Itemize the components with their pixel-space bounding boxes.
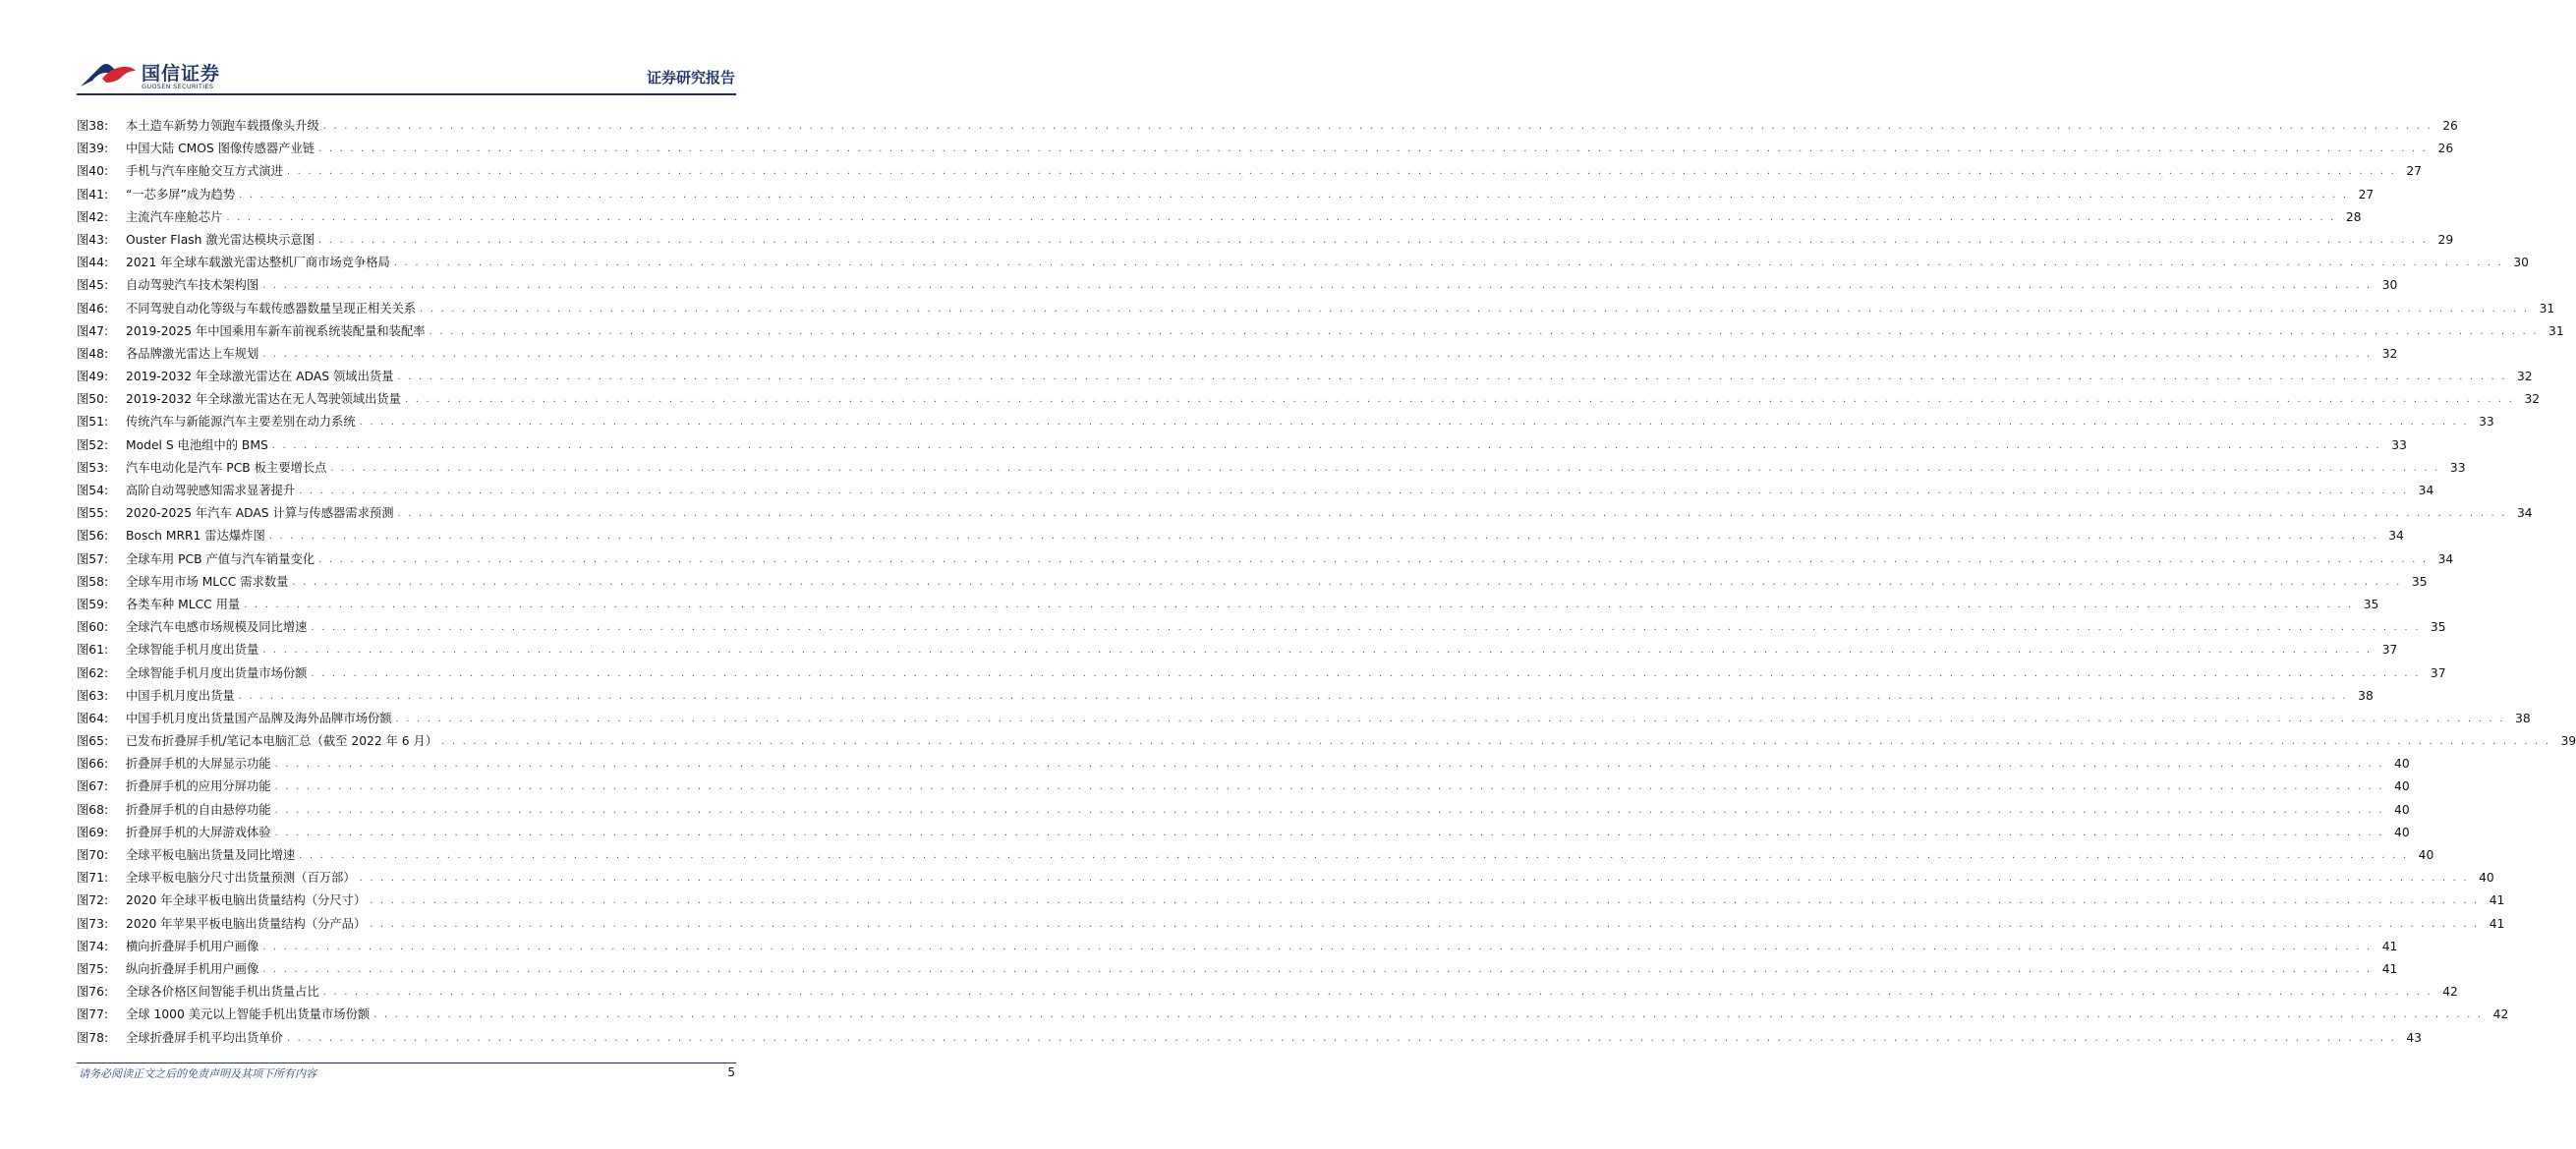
dot-leader: . . . . . . . . . . . . . . . . . . . . . . . . . . . . . . . . . . . . . . . . . . . . . . . . . . . . . . . . . . . . . . . . . . . . . . . . . . . . . . . . . . . . . . . . . . . . . . . . . . . . . . . . . . . . . . . . . . . . . . . . . . . . . . . . . . . . . . . . . . . . . . . . . . . . . . . . . . . . . . . . . . . . . . . . . . . . . . . . . . . . . . . . . . . . . . . . . . . . . . . .	[262, 645, 2373, 657]
toc-row[interactable]	[77, 274, 2398, 297]
dot-leader: . . . . . . . . . . . . . . . . . . . . . . . . . . . . . . . . . . . . . . . . . . . . . . . . . . . . . . . . . . . . . . . . . . . . . . . . . . . . . . . . . . . . . . . . . . . . . . . . . . . . . . . . . . . . . . . . . . . . . . . . . . . . . . . . . . . . . . . . . . . . . . . . . . . . . . . . . . . . . . . . . . . . . . . . . . . . . . . . . . . . . . . . . . . . . . . . . . . . . . . .	[311, 622, 2421, 634]
toc-row[interactable]	[77, 480, 2434, 502]
figure-number: 图56:	[77, 529, 109, 544]
dot-leader: . . . . . . . . . . . . . . . . . . . . . . . . . . . . . . . . . . . . . . . . . . . . . . . . . . . . . . . . . . . . . . . . . . . . . . . . . . . . . . . . . . . . . . . . . . . . . . . . . . . . . . . . . . . . . . . . . . . . . . . . . . . . . . . . . . . . . . . . . . . . . . . . . . . . . . . . . . . . . . . . . . . . . . . . . . . . . . . . . . . . . . . . . . . . . . . . . . . . . . . .	[318, 234, 2429, 246]
figure-number: 图70:	[77, 848, 109, 862]
toc-row[interactable]	[77, 981, 2458, 1004]
figure-page-number: 35	[2411, 574, 2428, 589]
figure-number: 图49:	[77, 370, 109, 384]
guosen-logo-mark-icon	[79, 57, 138, 92]
figure-title: 横向折叠屏手机用户画像	[126, 936, 262, 958]
dot-leader: . . . . . . . . . . . . . . . . . . . . . . . . . . . . . . . . . . . . . . . . . . . . . . . . . . . . . . . . . . . . . . . . . . . . . . . . . . . . . . . . . . . . . . . . . . . . . . . . . . . . . . . . . . . . . . . . . . . . . . . . . . . . . . . . . . . . . . . . . . . . . . . . . . . . . . . . . . . . . . . . . . . . . . . . . . . . . . . . . . . . . . . . . . . . . . . . . . . . . . . .	[318, 553, 2429, 565]
figure-page-number: 33	[2391, 437, 2407, 452]
dot-leader: . . . . . . . . . . . . . . . . . . . . . . . . . . . . . . . . . . . . . . . . . . . . . . . . . . . . . . . . . . . . . . . . . . . . . . . . . . . . . . . . . . . . . . . . . . . . . . . . . . . . . . . . . . . . . . . . . . . . . . . . . . . . . . . . . . . . . . . . . . . . . . . . . . . . . . . . . . . . . . . . . . . . . . . . . . . . . . . . . . . . . . . . . . . . . . . . . . . . . . . .	[359, 417, 2469, 429]
figure-number: 图68:	[77, 802, 109, 817]
figure-page-number: 33	[2479, 415, 2494, 430]
figure-number: 图52:	[77, 437, 109, 452]
toc-row[interactable]	[77, 616, 2446, 639]
figure-page-number: 34	[2516, 506, 2533, 521]
figure-page-number: 41	[2489, 916, 2505, 931]
dot-leader: . . . . . . . . . . . . . . . . . . . . . . . . . . . . . . . . . . . . . . . . . . . . . . . . . . . . . . . . . . . . . . . . . . . . . . . . . . . . . . . . . . . . . . . . . . . . . . . . . . . . . . . . . . . . . . . . . . . . . . . . . . . . . . . . . . . . . . . . . . . . . . . . . . . . . . . . . . . . . . . . . . . . . . . . . . . . . . . . . . . . . . . . . . . . . . . . . . . . . . . .	[292, 576, 2402, 588]
dot-leader: . . . . . . . . . . . . . . . . . . . . . . . . . . . . . . . . . . . . . . . . . . . . . . . . . . . . . . . . . . . . . . . . . . . . . . . . . . . . . . . . . . . . . . . . . . . . . . . . . . . . . . . . . . . . . . . . . . . . . . . . . . . . . . . . . . . . . . . . . . . . . . . . . . . . . . . . . . . . . . . . . . . . . . . . . . . . . . . . . . . . . . . . . . . . . . . . . . . . . . . .	[330, 462, 2440, 474]
dot-leader: . . . . . . . . . . . . . . . . . . . . . . . . . . . . . . . . . . . . . . . . . . . . . . . . . . . . . . . . . . . . . . . . . . . . . . . . . . . . . . . . . . . . . . . . . . . . . . . . . . . . . . . . . . . . . . . . . . . . . . . . . . . . . . . . . . . . . . . . . . . . . . . . . . . . . . . . . . . . . . . . . . . . . . . . . . . . . . . . . . . . . . . . . . . . . . . . . . . . . . . .	[420, 303, 2530, 315]
figure-title: 全球各价格区间智能手机出货量占比	[126, 981, 323, 1004]
figure-number: 图61:	[77, 643, 109, 658]
figure-page-number: 38	[2358, 688, 2374, 703]
toc-row[interactable]	[77, 160, 2422, 183]
figure-number: 图71:	[77, 871, 109, 886]
figure-number: 图55:	[77, 506, 109, 521]
toc-row[interactable]	[77, 388, 2541, 411]
guosen-logo	[79, 57, 236, 96]
toc-row[interactable]	[77, 411, 2494, 433]
figure-title: 全球 1000 美元以上智能手机出货量市场份额	[126, 1004, 373, 1026]
figure-page-number: 29	[2437, 232, 2454, 247]
figure-number: 图45:	[77, 278, 109, 293]
figure-number: 图44:	[77, 256, 109, 270]
figure-number: 图75:	[77, 961, 109, 976]
report-type-label: 证券研究报告	[646, 69, 735, 86]
figure-page-number: 42	[2442, 985, 2458, 1000]
figure-page-number: 40	[2394, 802, 2410, 817]
dot-leader: . . . . . . . . . . . . . . . . . . . . . . . . . . . . . . . . . . . . . . . . . . . . . . . . . . . . . . . . . . . . . . . . . . . . . . . . . . . . . . . . . . . . . . . . . . . . . . . . . . . . . . . . . . . . . . . . . . . . . . . . . . . . . . . . . . . . . . . . . . . . . . . . . . . . . . . . . . . . . . . . . . . . . . . . . . . . . . . . . . . . . . . . . . . . . . . . . . . . . . . .	[262, 941, 2373, 952]
logo-text-cn: 国信证券	[142, 63, 221, 85]
figure-title: 全球平板电脑分尺寸出货量预测（百万部）	[126, 867, 360, 890]
toc-row[interactable]	[77, 1027, 2422, 1050]
figure-page-number: 35	[2363, 597, 2379, 611]
figure-number: 图74:	[77, 939, 109, 953]
footer-disclaimer: 请务必阅读正文之后的免责声明及其项下所有内容	[79, 1067, 316, 1080]
figure-page-number: 33	[2449, 460, 2466, 475]
toc-row[interactable]	[77, 799, 2410, 822]
figure-number: 图76:	[77, 985, 109, 1000]
dot-leader: . . . . . . . . . . . . . . . . . . . . . . . . . . . . . . . . . . . . . . . . . . . . . . . . . . . . . . . . . . . . . . . . . . . . . . . . . . . . . . . . . . . . . . . . . . . . . . . . . . . . . . . . . . . . . . . . . . . . . . . . . . . . . . . . . . . . . . . . . . . . . . . . . . . . . . . . . . . . . . . . . . . . . . . . . . . . . . . . . . . . . . . . . . . . . . . . . . . . . . . .	[359, 873, 2469, 885]
figure-title: 全球智能手机月度出货量	[126, 639, 262, 661]
figure-title: 折叠屏手机的自由悬停功能	[126, 799, 275, 822]
figure-page-number: 32	[2516, 370, 2533, 384]
figure-number: 图72:	[77, 893, 109, 908]
figure-number: 图41:	[77, 187, 109, 201]
toc-row[interactable]	[77, 320, 2564, 343]
figure-title: 自动驾驶汽车技术架构图	[126, 274, 262, 297]
figure-list	[77, 115, 2576, 1050]
figure-page-number: 41	[2381, 939, 2398, 953]
figure-number: 图60:	[77, 620, 109, 635]
figure-title: 2019-2032 年全球激光雷达在 ADAS 领域出货量	[126, 366, 398, 388]
dot-leader: . . . . . . . . . . . . . . . . . . . . . . . . . . . . . . . . . . . . . . . . . . . . . . . . . . . . . . . . . . . . . . . . . . . . . . . . . . . . . . . . . . . . . . . . . . . . . . . . . . . . . . . . . . . . . . . . . . . . . . . . . . . . . . . . . . . . . . . . . . . . . . . . . . . . . . . . . . . . . . . . . . . . . . . . . . . . . . . . . . . . . . . . . . . . . . . . . . . . . . . .	[393, 258, 2503, 269]
figure-number: 图63:	[77, 688, 109, 703]
figure-title: 传统汽车与新能源汽车主要差别在动力系统	[126, 411, 360, 433]
dot-leader: . . . . . . . . . . . . . . . . . . . . . . . . . . . . . . . . . . . . . . . . . . . . . . . . . . . . . . . . . . . . . . . . . . . . . . . . . . . . . . . . . . . . . . . . . . . . . . . . . . . . . . . . . . . . . . . . . . . . . . . . . . . . . . . . . . . . . . . . . . . . . . . . . . . . . . . . . . . . . . . . . . . . . . . . . . . . . . . . . . . . . . . . . . . . . . . . . . . . . . . .	[299, 486, 2409, 496]
figure-page-number: 31	[2548, 323, 2564, 338]
dot-leader: . . . . . . . . . . . . . . . . . . . . . . . . . . . . . . . . . . . . . . . . . . . . . . . . . . . . . . . . . . . . . . . . . . . . . . . . . . . . . . . . . . . . . . . . . . . . . . . . . . . . . . . . . . . . . . . . . . . . . . . . . . . . . . . . . . . . . . . . . . . . . . . . . . . . . . . . . . . . . . . . . . . . . . . . . . . . . . . . . . . . . . . . . . . . . . . . . . . . . . . .	[441, 736, 2551, 748]
figure-number: 图46:	[77, 301, 109, 316]
dot-leader: . . . . . . . . . . . . . . . . . . . . . . . . . . . . . . . . . . . . . . . . . . . . . . . . . . . . . . . . . . . . . . . . . . . . . . . . . . . . . . . . . . . . . . . . . . . . . . . . . . . . . . . . . . . . . . . . . . . . . . . . . . . . . . . . . . . . . . . . . . . . . . . . . . . . . . . . . . . . . . . . . . . . . . . . . . . . . . . . . . . . . . . . . . . . . . . . . . . . . . . .	[274, 804, 2384, 816]
figure-title: 各类车种 MLCC 用量	[126, 594, 244, 616]
toc-row[interactable]	[77, 1004, 2509, 1026]
figure-title: 全球折叠屏手机平均出货单价	[126, 1027, 287, 1050]
toc-row[interactable]	[77, 594, 2379, 616]
figure-title: Bosch MRR1 雷达爆炸图	[126, 525, 269, 547]
figure-title: 全球车用市场 MLCC 需求数量	[126, 571, 292, 594]
figure-page-number: 32	[2381, 346, 2398, 361]
figure-title: 全球平板电脑出货量及同比增速	[126, 844, 299, 867]
figure-number: 图69:	[77, 825, 109, 839]
figure-title: 本土造车新势力领跑车载摄像头升级	[126, 115, 323, 138]
figure-title: 中国手机月度出货量国产品牌及海外品牌市场份额	[126, 708, 396, 730]
dot-leader: . . . . . . . . . . . . . . . . . . . . . . . . . . . . . . . . . . . . . . . . . . . . . . . . . . . . . . . . . . . . . . . . . . . . . . . . . . . . . . . . . . . . . . . . . . . . . . . . . . . . . . . . . . . . . . . . . . . . . . . . . . . . . . . . . . . . . . . . . . . . . . . . . . . . . . . . . . . . . . . . . . . . . . . . . . . . . . . . . . . . . . . . . . . . . . . . . . . . . . . .	[226, 211, 2336, 223]
toc-row[interactable]	[77, 252, 2529, 274]
figure-number: 图38:	[77, 119, 109, 133]
figure-page-number: 31	[2539, 301, 2555, 316]
toc-row[interactable]	[77, 730, 2576, 753]
figure-title: 全球车用 PCB 产值与汽车销量变化	[126, 548, 318, 571]
figure-page-number: 35	[2430, 620, 2446, 635]
figure-page-number: 40	[2418, 848, 2434, 862]
figure-page-number: 28	[2345, 209, 2362, 224]
dot-leader: . . . . . . . . . . . . . . . . . . . . . . . . . . . . . . . . . . . . . . . . . . . . . . . . . . . . . . . . . . . . . . . . . . . . . . . . . . . . . . . . . . . . . . . . . . . . . . . . . . . . . . . . . . . . . . . . . . . . . . . . . . . . . . . . . . . . . . . . . . . . . . . . . . . . . . . . . . . . . . . . . . . . . . . . . . . . . . . . . . . . . . . . . . . . . . . . . . . . . . . .	[244, 599, 2354, 610]
dot-leader: . . . . . . . . . . . . . . . . . . . . . . . . . . . . . . . . . . . . . . . . . . . . . . . . . . . . . . . . . . . . . . . . . . . . . . . . . . . . . . . . . . . . . . . . . . . . . . . . . . . . . . . . . . . . . . . . . . . . . . . . . . . . . . . . . . . . . . . . . . . . . . . . . . . . . . . . . . . . . . . . . . . . . . . . . . . . . . . . . . . . . . . . . . . . . . . . . . . . . . . .	[286, 1032, 2396, 1044]
figure-title: 各品牌激光雷达上车规划	[126, 343, 262, 366]
dot-leader: . . . . . . . . . . . . . . . . . . . . . . . . . . . . . . . . . . . . . . . . . . . . . . . . . . . . . . . . . . . . . . . . . . . . . . . . . . . . . . . . . . . . . . . . . . . . . . . . . . . . . . . . . . . . . . . . . . . . . . . . . . . . . . . . . . . . . . . . . . . . . . . . . . . . . . . . . . . . . . . . . . . . . . . . . . . . . . . . . . . . . . . . . . . . . . . . . . . . . . . .	[238, 690, 2348, 702]
header-divider	[77, 93, 736, 95]
figure-page-number: 41	[2381, 961, 2398, 976]
toc-row[interactable]	[77, 343, 2398, 366]
figure-title: 折叠屏手机的大屏游戏体验	[126, 822, 275, 844]
figure-title: “一芯多屏”成为趋势	[126, 184, 239, 206]
figure-number: 图66:	[77, 757, 109, 772]
figure-number: 图42:	[77, 209, 109, 224]
figure-number: 图77:	[77, 1007, 109, 1022]
toc-row[interactable]	[77, 184, 2375, 206]
dot-leader: . . . . . . . . . . . . . . . . . . . . . . . . . . . . . . . . . . . . . . . . . . . . . . . . . . . . . . . . . . . . . . . . . . . . . . . . . . . . . . . . . . . . . . . . . . . . . . . . . . . . . . . . . . . . . . . . . . . . . . . . . . . . . . . . . . . . . . . . . . . . . . . . . . . . . . . . . . . . . . . . . . . . . . . . . . . . . . . . . . . . . . . . . . . . . . . . . . . . . . . .	[311, 667, 2421, 679]
dot-leader: . . . . . . . . . . . . . . . . . . . . . . . . . . . . . . . . . . . . . . . . . . . . . . . . . . . . . . . . . . . . . . . . . . . . . . . . . . . . . . . . . . . . . . . . . . . . . . . . . . . . . . . . . . . . . . . . . . . . . . . . . . . . . . . . . . . . . . . . . . . . . . . . . . . . . . . . . . . . . . . . . . . . . . . . . . . . . . . . . . . . . . . . . . . . . . . . . . . . . . . .	[322, 121, 2433, 132]
figure-title: Ouster Flash 激光雷达模块示意图	[126, 229, 318, 252]
figure-title: 中国大陆 CMOS 图像传感器产业链	[126, 138, 318, 160]
figure-title: 折叠屏手机的大屏显示功能	[126, 753, 275, 776]
dot-leader: . . . . . . . . . . . . . . . . . . . . . . . . . . . . . . . . . . . . . . . . . . . . . . . . . . . . . . . . . . . . . . . . . . . . . . . . . . . . . . . . . . . . . . . . . . . . . . . . . . . . . . . . . . . . . . . . . . . . . . . . . . . . . . . . . . . . . . . . . . . . . . . . . . . . . . . . . . . . . . . . . . . . . . . . . . . . . . . . . . . . . . . . . . . . . . . . . . . . . . . .	[318, 144, 2429, 155]
toc-row[interactable]	[77, 844, 2434, 867]
logo-text-en: GUOSEN SECURITIES	[142, 83, 214, 90]
toc-row[interactable]	[77, 138, 2454, 160]
figure-number: 图47:	[77, 323, 109, 338]
toc-row[interactable]	[77, 548, 2454, 571]
dot-leader: . . . . . . . . . . . . . . . . . . . . . . . . . . . . . . . . . . . . . . . . . . . . . . . . . . . . . . . . . . . . . . . . . . . . . . . . . . . . . . . . . . . . . . . . . . . . . . . . . . . . . . . . . . . . . . . . . . . . . . . . . . . . . . . . . . . . . . . . . . . . . . . . . . . . . . . . . . . . . . . . . . . . . . . . . . . . . . . . . . . . . . . . . . . . . . . . . . . . . . . .	[397, 372, 2507, 383]
figure-page-number: 40	[2394, 757, 2410, 772]
toc-row[interactable]	[77, 366, 2533, 388]
toc-row[interactable]	[77, 639, 2398, 661]
dot-leader: . . . . . . . . . . . . . . . . . . . . . . . . . . . . . . . . . . . . . . . . . . . . . . . . . . . . . . . . . . . . . . . . . . . . . . . . . . . . . . . . . . . . . . . . . . . . . . . . . . . . . . . . . . . . . . . . . . . . . . . . . . . . . . . . . . . . . . . . . . . . . . . . . . . . . . . . . . . . . . . . . . . . . . . . . . . . . . . . . . . . . . . . . . . . . . . . . . . . . . . .	[322, 987, 2433, 999]
page-number: 5	[727, 1065, 735, 1079]
figure-page-number: 27	[2358, 187, 2375, 201]
figure-page-number: 34	[2437, 551, 2454, 566]
figure-title: 中国手机月度出货量	[126, 685, 239, 708]
figure-title: 2019-2032 年全球激光雷达在无人驾驶领域出货量	[126, 388, 405, 411]
dot-leader: . . . . . . . . . . . . . . . . . . . . . . . . . . . . . . . . . . . . . . . . . . . . . . . . . . . . . . . . . . . . . . . . . . . . . . . . . . . . . . . . . . . . . . . . . . . . . . . . . . . . . . . . . . . . . . . . . . . . . . . . . . . . . . . . . . . . . . . . . . . . . . . . . . . . . . . . . . . . . . . . . . . . . . . . . . . . . . . . . . . . . . . . . . . . . . . . . . . . . . . .	[262, 348, 2373, 360]
figure-title: 2019-2025 年中国乘用车新车前视系统装配量和装配率	[126, 320, 429, 343]
figure-page-number: 37	[2430, 665, 2446, 680]
figure-page-number: 41	[2489, 893, 2505, 908]
figure-title: Model S 电池组中的 BMS	[126, 434, 272, 457]
dot-leader: . . . . . . . . . . . . . . . . . . . . . . . . . . . . . . . . . . . . . . . . . . . . . . . . . . . . . . . . . . . . . . . . . . . . . . . . . . . . . . . . . . . . . . . . . . . . . . . . . . . . . . . . . . . . . . . . . . . . . . . . . . . . . . . . . . . . . . . . . . . . . . . . . . . . . . . . . . . . . . . . . . . . . . . . . . . . . . . . . . . . . . . . . . . . . . . . . . . . . . . .	[274, 759, 2384, 771]
figure-page-number: 30	[2513, 256, 2529, 270]
figure-title: 2020 年苹果平板电脑出货量结构（分产品）	[126, 913, 370, 936]
figure-title: 2021 年全球车载激光雷达整机厂商市场竞争格局	[126, 252, 394, 274]
figure-page-number: 32	[2524, 392, 2541, 407]
dot-leader: . . . . . . . . . . . . . . . . . . . . . . . . . . . . . . . . . . . . . . . . . . . . . . . . . . . . . . . . . . . . . . . . . . . . . . . . . . . . . . . . . . . . . . . . . . . . . . . . . . . . . . . . . . . . . . . . . . . . . . . . . . . . . . . . . . . . . . . . . . . . . . . . . . . . . . . . . . . . . . . . . . . . . . . . . . . . . . . . . . . . . . . . . . . . . . . . . . . . . . . .	[268, 531, 2378, 543]
figure-title: 手机与汽车座舱交互方式演进	[126, 160, 287, 183]
figure-number: 图40:	[77, 164, 109, 179]
figure-number: 图57:	[77, 551, 109, 566]
figure-title: 2020 年全球平板电脑出货量结构（分尺寸）	[126, 890, 370, 912]
toc-row[interactable]	[77, 685, 2374, 708]
figure-page-number: 39	[2560, 734, 2576, 749]
figure-page-number: 26	[2442, 119, 2458, 133]
figure-page-number: 43	[2406, 1030, 2422, 1045]
figure-page-number: 40	[2479, 871, 2494, 886]
figure-title: 纵向折叠屏手机用户画像	[126, 958, 262, 981]
toc-row[interactable]	[77, 457, 2466, 480]
figure-title: 主流汽车座舱芯片	[126, 206, 226, 229]
dot-leader: . . . . . . . . . . . . . . . . . . . . . . . . . . . . . . . . . . . . . . . . . . . . . . . . . . . . . . . . . . . . . . . . . . . . . . . . . . . . . . . . . . . . . . . . . . . . . . . . . . . . . . . . . . . . . . . . . . . . . . . . . . . . . . . . . . . . . . . . . . . . . . . . . . . . . . . . . . . . . . . . . . . . . . . . . . . . . . . . . . . . . . . . . . . . . . . . . . . . . . . .	[262, 963, 2373, 975]
figure-number: 图67:	[77, 779, 109, 794]
toc-row[interactable]	[77, 708, 2531, 730]
toc-row[interactable]	[77, 115, 2458, 138]
figure-page-number: 34	[2418, 484, 2434, 497]
figure-page-number: 37	[2381, 643, 2398, 658]
toc-row[interactable]	[77, 571, 2428, 594]
figure-number: 图65:	[77, 734, 109, 749]
dot-leader: . . . . . . . . . . . . . . . . . . . . . . . . . . . . . . . . . . . . . . . . . . . . . . . . . . . . . . . . . . . . . . . . . . . . . . . . . . . . . . . . . . . . . . . . . . . . . . . . . . . . . . . . . . . . . . . . . . . . . . . . . . . . . . . . . . . . . . . . . . . . . . . . . . . . . . . . . . . . . . . . . . . . . . . . . . . . . . . . . . . . . . . . . . . . . . . . . . . . . . . .	[373, 1009, 2484, 1021]
figure-number: 图62:	[77, 665, 109, 680]
dot-leader: . . . . . . . . . . . . . . . . . . . . . . . . . . . . . . . . . . . . . . . . . . . . . . . . . . . . . . . . . . . . . . . . . . . . . . . . . . . . . . . . . . . . . . . . . . . . . . . . . . . . . . . . . . . . . . . . . . . . . . . . . . . . . . . . . . . . . . . . . . . . . . . . . . . . . . . . . . . . . . . . . . . . . . . . . . . . . . . . . . . . . . . . . . . . . . . . . . . . . . . .	[429, 325, 2539, 337]
figure-number: 图73:	[77, 916, 109, 931]
figure-title: 折叠屏手机的应用分屏功能	[126, 776, 275, 798]
toc-row[interactable]	[77, 936, 2398, 958]
dot-leader: . . . . . . . . . . . . . . . . . . . . . . . . . . . . . . . . . . . . . . . . . . . . . . . . . . . . . . . . . . . . . . . . . . . . . . . . . . . . . . . . . . . . . . . . . . . . . . . . . . . . . . . . . . . . . . . . . . . . . . . . . . . . . . . . . . . . . . . . . . . . . . . . . . . . . . . . . . . . . . . . . . . . . . . . . . . . . . . . . . . . . . . . . . . . . . . . . . . . . . . .	[286, 166, 2396, 178]
figure-number: 图39:	[77, 142, 109, 156]
dot-leader: . . . . . . . . . . . . . . . . . . . . . . . . . . . . . . . . . . . . . . . . . . . . . . . . . . . . . . . . . . . . . . . . . . . . . . . . . . . . . . . . . . . . . . . . . . . . . . . . . . . . . . . . . . . . . . . . . . . . . . . . . . . . . . . . . . . . . . . . . . . . . . . . . . . . . . . . . . . . . . . . . . . . . . . . . . . . . . . . . . . . . . . . . . . . . . . . . . . . . . . .	[370, 918, 2480, 930]
toc-row[interactable]	[77, 434, 2407, 457]
toc-row[interactable]	[77, 958, 2398, 981]
dot-leader: . . . . . . . . . . . . . . . . . . . . . . . . . . . . . . . . . . . . . . . . . . . . . . . . . . . . . . . . . . . . . . . . . . . . . . . . . . . . . . . . . . . . . . . . . . . . . . . . . . . . . . . . . . . . . . . . . . . . . . . . . . . . . . . . . . . . . . . . . . . . . . . . . . . . . . . . . . . . . . . . . . . . . . . . . . . . . . . . . . . . . . . . . . . . . . . . . . . . . . . .	[271, 439, 2381, 451]
dot-leader: . . . . . . . . . . . . . . . . . . . . . . . . . . . . . . . . . . . . . . . . . . . . . . . . . . . . . . . . . . . . . . . . . . . . . . . . . . . . . . . . . . . . . . . . . . . . . . . . . . . . . . . . . . . . . . . . . . . . . . . . . . . . . . . . . . . . . . . . . . . . . . . . . . . . . . . . . . . . . . . . . . . . . . . . . . . . . . . . . . . . . . . . . . . . . . . . . . . . . . . .	[395, 713, 2505, 724]
toc-row[interactable]	[77, 890, 2505, 912]
figure-page-number: 38	[2515, 711, 2531, 725]
figure-number: 图53:	[77, 460, 109, 475]
toc-row[interactable]	[77, 502, 2533, 525]
figure-title: 汽车电动化是汽车 PCB 板主要增长点	[126, 457, 330, 480]
figure-number: 图51:	[77, 415, 109, 430]
dot-leader: . . . . . . . . . . . . . . . . . . . . . . . . . . . . . . . . . . . . . . . . . . . . . . . . . . . . . . . . . . . . . . . . . . . . . . . . . . . . . . . . . . . . . . . . . . . . . . . . . . . . . . . . . . . . . . . . . . . . . . . . . . . . . . . . . . . . . . . . . . . . . . . . . . . . . . . . . . . . . . . . . . . . . . . . . . . . . . . . . . . . . . . . . . . . . . . . . . . . . . . .	[274, 781, 2384, 793]
figure-number: 图59:	[77, 597, 109, 611]
dot-leader: . . . . . . . . . . . . . . . . . . . . . . . . . . . . . . . . . . . . . . . . . . . . . . . . . . . . . . . . . . . . . . . . . . . . . . . . . . . . . . . . . . . . . . . . . . . . . . . . . . . . . . . . . . . . . . . . . . . . . . . . . . . . . . . . . . . . . . . . . . . . . . . . . . . . . . . . . . . . . . . . . . . . . . . . . . . . . . . . . . . . . . . . . . . . . . . . . . . . . . . .	[370, 895, 2480, 907]
dot-leader: . . . . . . . . . . . . . . . . . . . . . . . . . . . . . . . . . . . . . . . . . . . . . . . . . . . . . . . . . . . . . . . . . . . . . . . . . . . . . . . . . . . . . . . . . . . . . . . . . . . . . . . . . . . . . . . . . . . . . . . . . . . . . . . . . . . . . . . . . . . . . . . . . . . . . . . . . . . . . . . . . . . . . . . . . . . . . . . . . . . . . . . . . . . . . . . . . . . . . . . .	[262, 280, 2373, 292]
page-header	[0, 0, 813, 98]
figure-number: 图50:	[77, 392, 109, 407]
figure-title: 已发布折叠屏手机/笔记本电脑汇总（截至 2022 年 6 月）	[126, 730, 441, 753]
toc-row[interactable]	[77, 913, 2505, 936]
figure-number: 图64:	[77, 711, 109, 725]
dot-leader: . . . . . . . . . . . . . . . . . . . . . . . . . . . . . . . . . . . . . . . . . . . . . . . . . . . . . . . . . . . . . . . . . . . . . . . . . . . . . . . . . . . . . . . . . . . . . . . . . . . . . . . . . . . . . . . . . . . . . . . . . . . . . . . . . . . . . . . . . . . . . . . . . . . . . . . . . . . . . . . . . . . . . . . . . . . . . . . . . . . . . . . . . . . . . . . . . . . . . . . .	[274, 827, 2384, 838]
figure-page-number: 27	[2406, 164, 2422, 179]
figure-number: 图48:	[77, 346, 109, 361]
dot-leader: . . . . . . . . . . . . . . . . . . . . . . . . . . . . . . . . . . . . . . . . . . . . . . . . . . . . . . . . . . . . . . . . . . . . . . . . . . . . . . . . . . . . . . . . . . . . . . . . . . . . . . . . . . . . . . . . . . . . . . . . . . . . . . . . . . . . . . . . . . . . . . . . . . . . . . . . . . . . . . . . . . . . . . . . . . . . . . . . . . . . . . . . . . . . . . . . . . . . . . . .	[397, 508, 2507, 520]
toc-row[interactable]	[77, 298, 2555, 320]
dot-leader: . . . . . . . . . . . . . . . . . . . . . . . . . . . . . . . . . . . . . . . . . . . . . . . . . . . . . . . . . . . . . . . . . . . . . . . . . . . . . . . . . . . . . . . . . . . . . . . . . . . . . . . . . . . . . . . . . . . . . . . . . . . . . . . . . . . . . . . . . . . . . . . . . . . . . . . . . . . . . . . . . . . . . . . . . . . . . . . . . . . . . . . . . . . . . . . . . . . . . . . .	[404, 394, 2515, 406]
toc-row[interactable]	[77, 867, 2494, 890]
figure-page-number: 34	[2388, 529, 2404, 544]
figure-number: 图78:	[77, 1030, 109, 1045]
toc-row[interactable]	[77, 776, 2410, 798]
dot-leader: . . . . . . . . . . . . . . . . . . . . . . . . . . . . . . . . . . . . . . . . . . . . . . . . . . . . . . . . . . . . . . . . . . . . . . . . . . . . . . . . . . . . . . . . . . . . . . . . . . . . . . . . . . . . . . . . . . . . . . . . . . . . . . . . . . . . . . . . . . . . . . . . . . . . . . . . . . . . . . . . . . . . . . . . . . . . . . . . . . . . . . . . . . . . . . . . . . . . . . . .	[299, 850, 2409, 861]
dot-leader: . . . . . . . . . . . . . . . . . . . . . . . . . . . . . . . . . . . . . . . . . . . . . . . . . . . . . . . . . . . . . . . . . . . . . . . . . . . . . . . . . . . . . . . . . . . . . . . . . . . . . . . . . . . . . . . . . . . . . . . . . . . . . . . . . . . . . . . . . . . . . . . . . . . . . . . . . . . . . . . . . . . . . . . . . . . . . . . . . . . . . . . . . . . . . . . . . . . . . . . .	[239, 189, 2349, 201]
toc-row[interactable]	[77, 229, 2454, 252]
toc-row[interactable]	[77, 662, 2446, 685]
figure-page-number: 42	[2492, 1007, 2509, 1022]
figure-title: 全球智能手机月度出货量市场份额	[126, 662, 311, 685]
figure-number: 图58:	[77, 574, 109, 589]
figure-title: 不同驾驶自动化等级与车载传感器数量呈现正相关关系	[126, 298, 420, 320]
toc-row[interactable]	[77, 822, 2410, 844]
toc-row[interactable]	[77, 206, 2362, 229]
figure-page-number: 40	[2394, 779, 2410, 794]
figure-title: 2020-2025 年汽车 ADAS 计算与传感器需求预测	[126, 502, 398, 525]
figure-number: 图54:	[77, 484, 109, 497]
figure-title: 全球汽车电感市场规模及同比增速	[126, 616, 311, 639]
toc-row[interactable]	[77, 753, 2410, 776]
figure-page-number: 40	[2394, 825, 2410, 839]
figure-number: 图43:	[77, 232, 109, 247]
toc-row[interactable]	[77, 525, 2404, 547]
figure-title: 高阶自动驾驶感知需求显著提升	[126, 480, 299, 502]
figure-page-number: 26	[2437, 142, 2454, 156]
figure-page-number: 30	[2381, 278, 2398, 293]
